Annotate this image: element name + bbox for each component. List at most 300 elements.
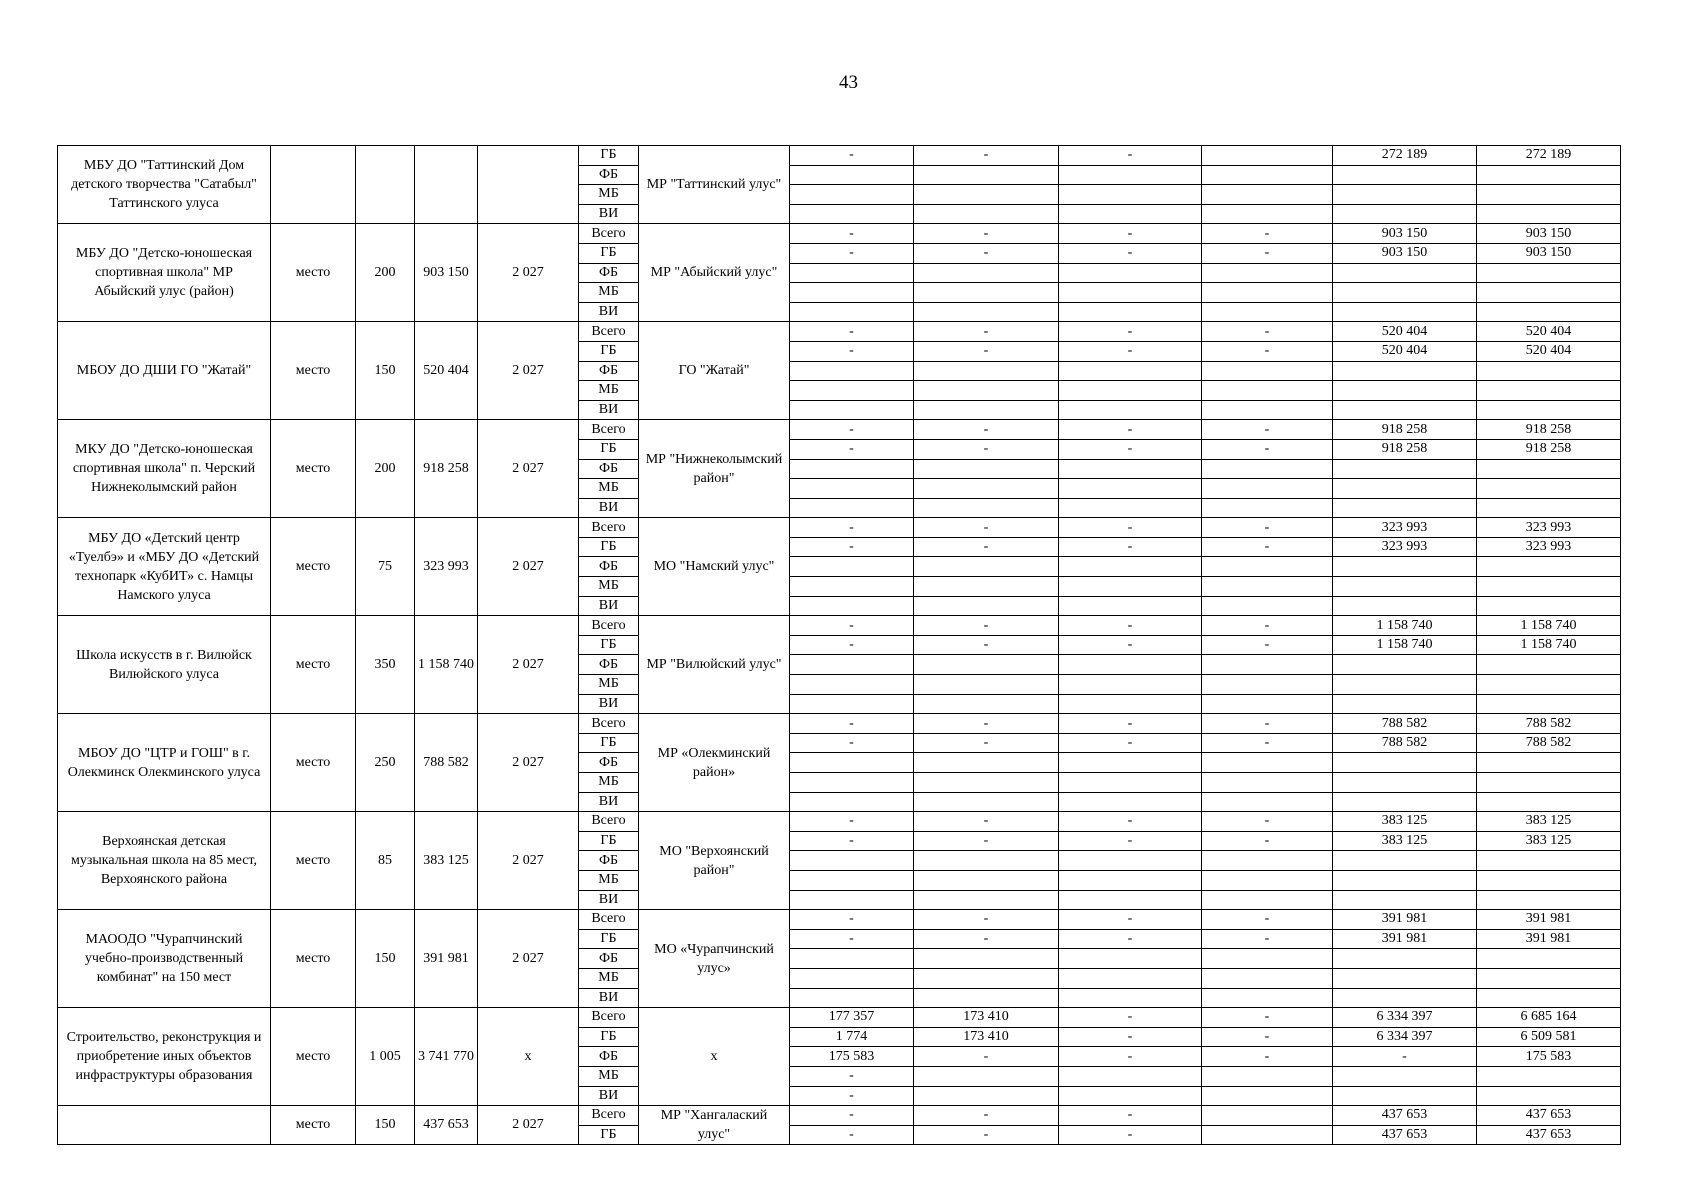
value-cell-1 [790,400,914,420]
funding-source-cell: МБ [579,479,639,499]
value-cell-2: 173 410 [914,1008,1059,1028]
value-cell-6: 903 150 [1477,224,1621,244]
value-cell-2 [914,165,1059,185]
value-cell-3 [1059,1086,1202,1106]
funding-source-cell: Всего [579,714,639,734]
value-cell-1 [790,263,914,283]
value-cell-5 [1333,165,1477,185]
value-cell-4 [1202,381,1333,401]
value-cell-5: 903 150 [1333,224,1477,244]
value-cell-4 [1202,753,1333,773]
value-cell-4 [1202,968,1333,988]
value-cell-2 [914,283,1059,303]
value-cell-6: 383 125 [1477,831,1621,851]
table-row [58,1106,1621,1126]
unit-cell: место [271,322,356,420]
value-cell-5 [1333,890,1477,910]
value-cell-4 [1202,283,1333,303]
funding-source-cell: МБ [579,773,639,793]
value-cell-4 [1202,773,1333,793]
unit-cell: место [271,224,356,322]
value-cell-1: - [790,1106,914,1126]
value-cell-2 [914,753,1059,773]
value-cell-1 [790,185,914,205]
value-cell-2 [914,302,1059,322]
value-cell-4: - [1202,1008,1333,1028]
value-cell-2 [914,577,1059,597]
capacity-cell: 150 [356,910,415,1008]
value-cell-4: - [1202,733,1333,753]
value-cell-5 [1333,596,1477,616]
value-cell-2 [914,596,1059,616]
funding-source-cell: ГБ [579,146,639,166]
table-row [58,322,1621,342]
value-cell-2 [914,263,1059,283]
value-cell-1: - [790,341,914,361]
municipality-cell: ГО "Жатай" [639,322,790,420]
value-cell-1 [790,773,914,793]
value-cell-3: - [1059,146,1202,166]
funding-source-cell: ФБ [579,361,639,381]
value-cell-5: 1 158 740 [1333,616,1477,636]
funding-source-cell: ВИ [579,498,639,518]
object-name-cell: МБУ ДО "Детско-юношеская спортивная школа" МР Абыйский улус (район) [58,224,271,322]
table-row [58,146,1621,166]
capacity-cell: 150 [356,1106,415,1145]
value-cell-6 [1477,694,1621,714]
cost-cell: 918 258 [415,420,478,518]
value-cell-4 [1202,185,1333,205]
funding-source-cell: ВИ [579,988,639,1008]
value-cell-4 [1202,1125,1333,1145]
value-cell-6 [1477,655,1621,675]
value-cell-2: - [914,420,1059,440]
object-name-cell [58,1106,271,1145]
value-cell-2: 173 410 [914,1027,1059,1047]
value-cell-3: - [1059,1008,1202,1028]
value-cell-3 [1059,185,1202,205]
value-cell-6 [1477,381,1621,401]
value-cell-4 [1202,694,1333,714]
funding-source-cell: ГБ [579,439,639,459]
funding-source-cell: ВИ [579,792,639,812]
funding-source-cell: ФБ [579,851,639,871]
value-cell-3 [1059,361,1202,381]
cost-cell: 383 125 [415,812,478,910]
funding-source-cell: ГБ [579,537,639,557]
table-row [58,812,1621,832]
value-cell-5 [1333,498,1477,518]
value-cell-5 [1333,185,1477,205]
value-cell-3 [1059,694,1202,714]
page-number: 43 [839,72,858,93]
value-cell-1: - [790,1086,914,1106]
object-name-cell: МБУ ДО «Детский центр «Туелбэ» и «МБУ ДО «Детский технопарк «КубИТ» с. Намцы Намского улуса [58,518,271,616]
funding-source-cell: ГБ [579,929,639,949]
year-cell: 2 027 [478,518,579,616]
object-name-cell: Верхоянская детская музыкальная школа на 85 мест, Верхоянского района [58,812,271,910]
value-cell-3: - [1059,537,1202,557]
value-cell-5: - [1333,1047,1477,1067]
table-body [58,146,1621,1145]
value-cell-4: - [1202,224,1333,244]
year-cell: 2 027 [478,322,579,420]
value-cell-1 [790,498,914,518]
funding-source-cell: МБ [579,870,639,890]
value-cell-3 [1059,890,1202,910]
value-cell-6 [1477,968,1621,988]
funding-source-cell: Всего [579,224,639,244]
value-cell-6: 1 158 740 [1477,635,1621,655]
value-cell-4 [1202,577,1333,597]
value-cell-2 [914,557,1059,577]
value-cell-4 [1202,263,1333,283]
cost-cell: 391 981 [415,910,478,1008]
value-cell-5 [1333,263,1477,283]
value-cell-2 [914,204,1059,224]
municipality-cell: МР "Хангалаский улус" [639,1106,790,1145]
value-cell-4 [1202,851,1333,871]
value-cell-5: 788 582 [1333,714,1477,734]
value-cell-5 [1333,577,1477,597]
value-cell-5 [1333,283,1477,303]
value-cell-3 [1059,165,1202,185]
value-cell-3 [1059,988,1202,1008]
value-cell-2 [914,185,1059,205]
value-cell-5: 391 981 [1333,929,1477,949]
value-cell-4 [1202,675,1333,695]
value-cell-2 [914,1066,1059,1086]
value-cell-5: 1 158 740 [1333,635,1477,655]
funding-source-cell: МБ [579,381,639,401]
cost-cell: 1 158 740 [415,616,478,714]
value-cell-6 [1477,949,1621,969]
value-cell-6 [1477,1086,1621,1106]
value-cell-5: 918 258 [1333,420,1477,440]
value-cell-2: - [914,1047,1059,1067]
value-cell-4 [1202,459,1333,479]
value-cell-1: 1 774 [790,1027,914,1047]
value-cell-5 [1333,361,1477,381]
value-cell-1 [790,577,914,597]
year-cell: 2 027 [478,420,579,518]
value-cell-4 [1202,1106,1333,1126]
value-cell-6 [1477,577,1621,597]
value-cell-1: - [790,439,914,459]
funding-source-cell: Всего [579,1008,639,1028]
value-cell-1: - [790,1066,914,1086]
value-cell-3: - [1059,341,1202,361]
value-cell-6: 6 509 581 [1477,1027,1621,1047]
value-cell-1 [790,165,914,185]
value-cell-2: - [914,635,1059,655]
value-cell-4 [1202,870,1333,890]
funding-source-cell: ФБ [579,753,639,773]
value-cell-6 [1477,263,1621,283]
value-cell-6: 918 258 [1477,439,1621,459]
value-cell-2: - [914,518,1059,538]
value-cell-3: - [1059,1027,1202,1047]
value-cell-2 [914,479,1059,499]
unit-cell [271,146,356,224]
value-cell-6 [1477,792,1621,812]
object-name-cell: МБОУ ДО ДШИ ГО "Жатай" [58,322,271,420]
value-cell-1: 175 583 [790,1047,914,1067]
value-cell-5 [1333,792,1477,812]
capacity-cell: 250 [356,714,415,812]
value-cell-5: 383 125 [1333,812,1477,832]
value-cell-1: - [790,243,914,263]
unit-cell: место [271,616,356,714]
value-cell-6: 383 125 [1477,812,1621,832]
value-cell-2 [914,459,1059,479]
municipality-cell: МО "Намский улус" [639,518,790,616]
value-cell-5: 323 993 [1333,537,1477,557]
funding-source-cell: МБ [579,185,639,205]
value-cell-5 [1333,949,1477,969]
value-cell-2 [914,498,1059,518]
value-cell-1: - [790,322,914,342]
value-cell-4: - [1202,537,1333,557]
value-cell-6 [1477,675,1621,695]
value-cell-6 [1477,283,1621,303]
value-cell-2 [914,694,1059,714]
year-cell: 2 027 [478,910,579,1008]
value-cell-2 [914,968,1059,988]
value-cell-6: 391 981 [1477,929,1621,949]
value-cell-4 [1202,400,1333,420]
funding-source-cell: ГБ [579,1027,639,1047]
value-cell-5: 391 981 [1333,910,1477,930]
value-cell-5 [1333,753,1477,773]
value-cell-4: - [1202,1027,1333,1047]
value-cell-6 [1477,400,1621,420]
value-cell-3 [1059,557,1202,577]
value-cell-3: - [1059,243,1202,263]
value-cell-3 [1059,381,1202,401]
value-cell-1: - [790,1125,914,1145]
value-cell-6: 903 150 [1477,243,1621,263]
value-cell-2: - [914,1125,1059,1145]
object-name-cell: Школа искусств в г. Вилюйск Вилюйского улуса [58,616,271,714]
value-cell-6 [1477,596,1621,616]
value-cell-3: - [1059,733,1202,753]
value-cell-1 [790,302,914,322]
value-cell-6 [1477,185,1621,205]
funding-source-cell: ФБ [579,655,639,675]
cost-cell: 437 653 [415,1106,478,1145]
value-cell-2 [914,675,1059,695]
value-cell-1: - [790,812,914,832]
value-cell-5 [1333,204,1477,224]
value-cell-4: - [1202,1047,1333,1067]
value-cell-5: 520 404 [1333,341,1477,361]
value-cell-5 [1333,381,1477,401]
value-cell-3 [1059,949,1202,969]
value-cell-1: - [790,616,914,636]
value-cell-1: - [790,420,914,440]
unit-cell: место [271,518,356,616]
value-cell-4: - [1202,831,1333,851]
value-cell-6: 437 653 [1477,1125,1621,1145]
value-cell-6 [1477,773,1621,793]
value-cell-5 [1333,459,1477,479]
capacity-cell: 350 [356,616,415,714]
value-cell-3 [1059,400,1202,420]
value-cell-6: 520 404 [1477,341,1621,361]
value-cell-2 [914,773,1059,793]
table-row [58,1008,1621,1028]
value-cell-2: - [914,439,1059,459]
municipality-cell: МР «Олекминский район» [639,714,790,812]
value-cell-1: - [790,635,914,655]
table-row [58,616,1621,636]
value-cell-2 [914,361,1059,381]
value-cell-1 [790,283,914,303]
value-cell-3 [1059,773,1202,793]
value-cell-6: 788 582 [1477,733,1621,753]
municipality-cell: МР "Нижнеколымский район" [639,420,790,518]
value-cell-5: 903 150 [1333,243,1477,263]
cost-cell: 3 741 770 [415,1008,478,1106]
value-cell-2: - [914,929,1059,949]
funding-source-cell: ВИ [579,302,639,322]
value-cell-6 [1477,870,1621,890]
value-cell-5 [1333,400,1477,420]
value-cell-2 [914,870,1059,890]
value-cell-6 [1477,988,1621,1008]
object-name-cell: МКУ ДО "Детско-юношеская спортивная школа" п. Черский Нижнеколымский район [58,420,271,518]
year-cell: 2 027 [478,714,579,812]
municipality-cell: МР "Вилюйский улус" [639,616,790,714]
value-cell-6 [1477,1066,1621,1086]
value-cell-1: - [790,831,914,851]
value-cell-5 [1333,655,1477,675]
value-cell-4: - [1202,439,1333,459]
municipality-cell: х [639,1008,790,1106]
capacity-cell: 75 [356,518,415,616]
capacity-cell: 85 [356,812,415,910]
value-cell-1 [790,792,914,812]
cost-cell [415,146,478,224]
value-cell-4: - [1202,635,1333,655]
value-cell-3: - [1059,714,1202,734]
funding-source-cell: ГБ [579,635,639,655]
value-cell-2 [914,988,1059,1008]
value-cell-5: 383 125 [1333,831,1477,851]
value-cell-6: 391 981 [1477,910,1621,930]
value-cell-4: - [1202,616,1333,636]
funding-source-cell: МБ [579,675,639,695]
value-cell-2: - [914,243,1059,263]
value-cell-3 [1059,577,1202,597]
value-cell-1 [790,479,914,499]
value-cell-4 [1202,988,1333,1008]
object-name-cell: Строительство, реконструкция и приобретение иных объектов инфраструктуры образования [58,1008,271,1106]
value-cell-4: - [1202,812,1333,832]
object-name-cell: МБУ ДО "Таттинский Дом детского творчества "Сатабыл" Таттинского улуса [58,146,271,224]
value-cell-6: 175 583 [1477,1047,1621,1067]
value-cell-6 [1477,851,1621,871]
value-cell-2: - [914,910,1059,930]
unit-cell: место [271,1008,356,1106]
municipality-cell: МР "Абыйский улус" [639,224,790,322]
value-cell-3: - [1059,322,1202,342]
funding-source-cell: ВИ [579,596,639,616]
value-cell-4 [1202,498,1333,518]
value-cell-6: 918 258 [1477,420,1621,440]
value-cell-6: 788 582 [1477,714,1621,734]
value-cell-2: - [914,341,1059,361]
value-cell-4: - [1202,929,1333,949]
value-cell-4: - [1202,910,1333,930]
funding-source-cell: ГБ [579,831,639,851]
value-cell-3: - [1059,420,1202,440]
value-cell-1 [790,890,914,910]
unit-cell: место [271,812,356,910]
value-cell-5 [1333,1066,1477,1086]
value-cell-1 [790,381,914,401]
cost-cell: 788 582 [415,714,478,812]
value-cell-5: 918 258 [1333,439,1477,459]
year-cell: 2 027 [478,616,579,714]
value-cell-3 [1059,792,1202,812]
value-cell-4: - [1202,420,1333,440]
value-cell-3: - [1059,910,1202,930]
funding-source-cell: ФБ [579,263,639,283]
value-cell-2: - [914,537,1059,557]
value-cell-1: - [790,733,914,753]
value-cell-4 [1202,792,1333,812]
value-cell-2: - [914,224,1059,244]
unit-cell: место [271,420,356,518]
value-cell-1 [790,851,914,871]
funding-source-cell: ВИ [579,204,639,224]
funding-source-cell: ФБ [579,557,639,577]
table-row [58,910,1621,930]
value-cell-4 [1202,204,1333,224]
municipality-cell: МО "Верхоянский район" [639,812,790,910]
value-cell-4 [1202,655,1333,675]
value-cell-3 [1059,870,1202,890]
value-cell-2: - [914,1106,1059,1126]
value-cell-2: - [914,616,1059,636]
value-cell-3 [1059,459,1202,479]
funding-source-cell: ВИ [579,694,639,714]
value-cell-2 [914,851,1059,871]
value-cell-3 [1059,655,1202,675]
value-cell-6 [1477,498,1621,518]
value-cell-3 [1059,479,1202,499]
value-cell-1 [790,870,914,890]
value-cell-5: 437 653 [1333,1106,1477,1126]
value-cell-3 [1059,1066,1202,1086]
table-row [58,420,1621,440]
value-cell-1 [790,675,914,695]
value-cell-5: 788 582 [1333,733,1477,753]
capacity-cell: 1 005 [356,1008,415,1106]
value-cell-1 [790,361,914,381]
value-cell-1 [790,968,914,988]
value-cell-3: - [1059,1106,1202,1126]
table-row [58,224,1621,244]
value-cell-1 [790,753,914,773]
value-cell-4 [1202,890,1333,910]
capacity-cell: 150 [356,322,415,420]
value-cell-5 [1333,773,1477,793]
value-cell-2: - [914,714,1059,734]
funding-source-cell: ВИ [579,1086,639,1106]
